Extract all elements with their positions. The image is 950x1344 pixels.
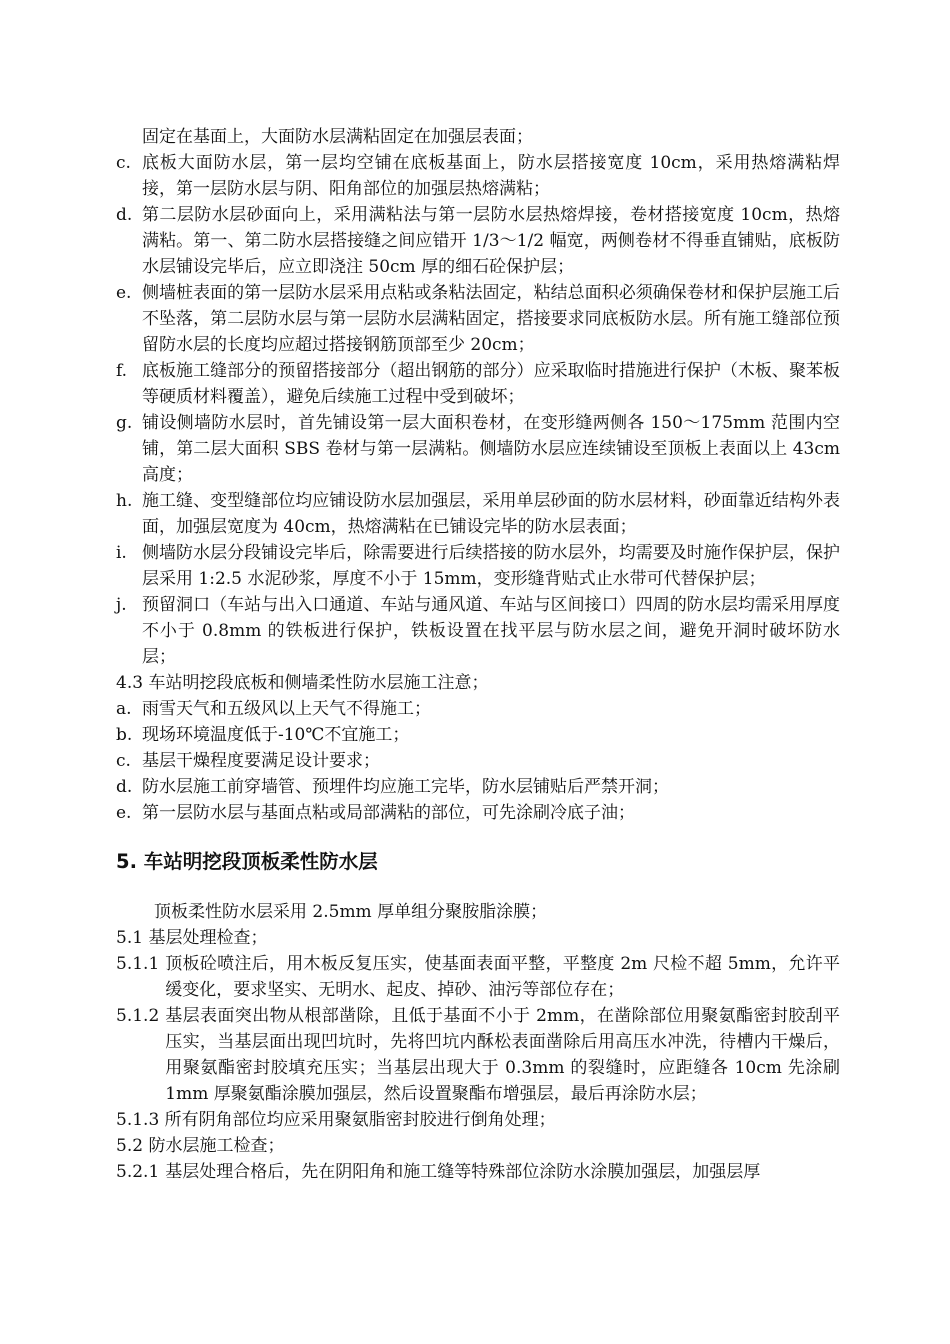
list-label: d. [116, 777, 133, 797]
intro-paragraph: 顶板柔性防水层采用 2.5mm 厚单组分聚胺脂涂膜； [154, 902, 548, 922]
section-title: 5.2 防水层施工检查； [116, 1136, 285, 1156]
list-item-i [116, 540, 840, 592]
list-text: 雨雪天气和五级风以上天气不得施工； [142, 699, 431, 719]
list-label: c. [116, 153, 131, 173]
section-5-2 [116, 1133, 840, 1159]
section-5-1 [116, 925, 840, 951]
list-item-e [116, 280, 840, 358]
list-text: 第二层防水层砂面向上，采用满粘法与第一层防水层热熔焊接，卷材搭接宽度 10cm，热熔满粘。第一、第二防水层搭接缝之间应错开 1/3～1/2 幅宽，两侧卷材不得垂直铺贴，底板防水层铺设完毕后，应立即浇注 50cm 厚的细石砼保护层； [142, 205, 840, 277]
list-text: 第一层防水层与基面点粘或局部满粘的部位，可先涂刷冷底子油； [142, 803, 635, 823]
list-item-d2 [116, 774, 840, 800]
section-5-1-3 [116, 1107, 840, 1133]
list-text: 防水层施工前穿墙管、预埋件均应施工完毕，防水层铺贴后严禁开洞； [142, 777, 669, 797]
section-5-block [116, 899, 840, 1185]
section-text: 顶板砼喷注后，用木板反复压实，使基面表面平整，平整度 2m 尺检不超 5mm，允许平缓变化，要求坚实、无明水、起皮、掉砂、油污等部位存在； [165, 954, 840, 1000]
section-title: 5.1 基层处理检查； [116, 928, 268, 948]
list-item-c2 [116, 748, 840, 774]
list-label: c. [116, 751, 131, 771]
section-4-3 [116, 670, 840, 696]
list-label: e. [116, 803, 132, 823]
list-text: 基层干燥程度要满足设计要求； [142, 751, 380, 771]
list-label: a. [116, 699, 132, 719]
list-text: 现场环境温度低于-10℃不宜施工； [142, 725, 410, 745]
list-item-d [116, 202, 840, 280]
section-5-heading: 5. 车站明挖段顶板柔性防水层 [116, 850, 378, 873]
list-label: e. [116, 283, 132, 303]
section-title: 5.1.3 所有阴角部位均应采用聚氨脂密封胶进行倒角处理； [116, 1110, 556, 1130]
list-item-c [116, 150, 840, 202]
paragraph: 固定在基面上，大面防水层满粘固定在加强层表面； [142, 127, 533, 147]
list-item-a [116, 696, 840, 722]
list-item-f [116, 358, 840, 410]
section-number: 5.1.2 [116, 1006, 160, 1026]
section-5-2-1 [116, 1159, 840, 1185]
list-label: h. [116, 491, 133, 511]
list-text: 侧墙防水层分段铺设完毕后，除需要进行后续搭接的防水层外，均需要及时施作保护层，保护层采用 1:2.5 水泥砂浆，厚度不小于 15mm，变形缝背贴式止水带可代替保护层； [142, 543, 840, 589]
list-label: f. [116, 361, 128, 381]
list-label: i. [116, 543, 127, 563]
list-label: d. [116, 205, 133, 225]
section-title: 4.3 车站明挖段底板和侧墙柔性防水层施工注意； [116, 673, 489, 693]
list-text: 底板大面防水层，第一层均空铺在底板基面上，防水层搭接宽度 10cm，采用热熔满粘焊接，第一层防水层与阴、阳角部位的加强层热熔满粘； [142, 153, 840, 199]
list-text: 底板施工缝部分的预留搭接部分（超出钢筋的部分）应采取临时措施进行保护（木板、聚苯板等硬质材料覆盖），避免后续施工过程中受到破坏； [142, 361, 840, 407]
list-text: 施工缝、变型缝部位均应铺设防水层加强层，采用单层砂面的防水层材料，砂面靠近结构外表面，加强层宽度为 40cm，热熔满粘在已铺设完毕的防水层表面； [142, 491, 840, 537]
list-item-b [116, 722, 840, 748]
list-label: j. [116, 595, 127, 615]
section-5-1-2 [116, 1003, 840, 1107]
list-text: 侧墙桩表面的第一层防水层采用点粘或条粘法固定，粘结总面积必须确保卷材和保护层施工后不坠落，第二层防水层与第一层防水层满粘固定，搭接要求同底板防水层。所有施工缝部位预留防水层的长度均应超过搭接钢筋顶部至少 20cm； [142, 283, 840, 355]
list-text: 预留洞口（车站与出入口通道、车站与通风道、车站与区间接口）四周的防水层均需采用厚度不小于 0.8mm 的铁板进行保护，铁板设置在找平层与防水层之间，避免开洞时破坏防水层； [142, 595, 840, 667]
list-item-g [116, 410, 840, 488]
list-text: 铺设侧墙防水层时，首先铺设第一层大面积卷材，在变形缝两侧各 150～175mm 范围内空铺，第二层大面积 SBS 卷材与第一层满粘。侧墙防水层应连续铺设至顶板上表面以上 43cm 高度； [142, 413, 840, 485]
list-label: b. [116, 725, 133, 745]
list-item-j [116, 592, 840, 670]
section-5-1-1 [116, 951, 840, 1003]
section-number: 5.1.1 [116, 954, 160, 974]
list-item-e2 [116, 800, 840, 826]
section-number: 5.2.1 [116, 1162, 160, 1182]
section-text: 基层处理合格后，先在阴阳角和施工缝等特殊部位涂防水涂膜加强层，加强层厚 [165, 1162, 761, 1182]
list-label: g. [116, 413, 133, 433]
list-item-h [116, 488, 840, 540]
list-b-block [116, 150, 840, 826]
section-text: 基层表面突出物从根部凿除，且低于基面不小于 2mm，在凿除部位用聚氨酯密封胶刮平压实，当基层面出现凹坑时，先将凹坑内酥松表面凿除后用高压水冲洗，待槽内干燥后，用聚氨酯密封胶填充压实；当基层出现大于 0.3mm 的裂缝时，应距缝各 10cm 先涂刷 1mm 厚聚氨酯涂膜加强层，然后设置聚酯布增强层，最后再涂防水层； [165, 1006, 840, 1104]
list-continuation [116, 124, 840, 150]
